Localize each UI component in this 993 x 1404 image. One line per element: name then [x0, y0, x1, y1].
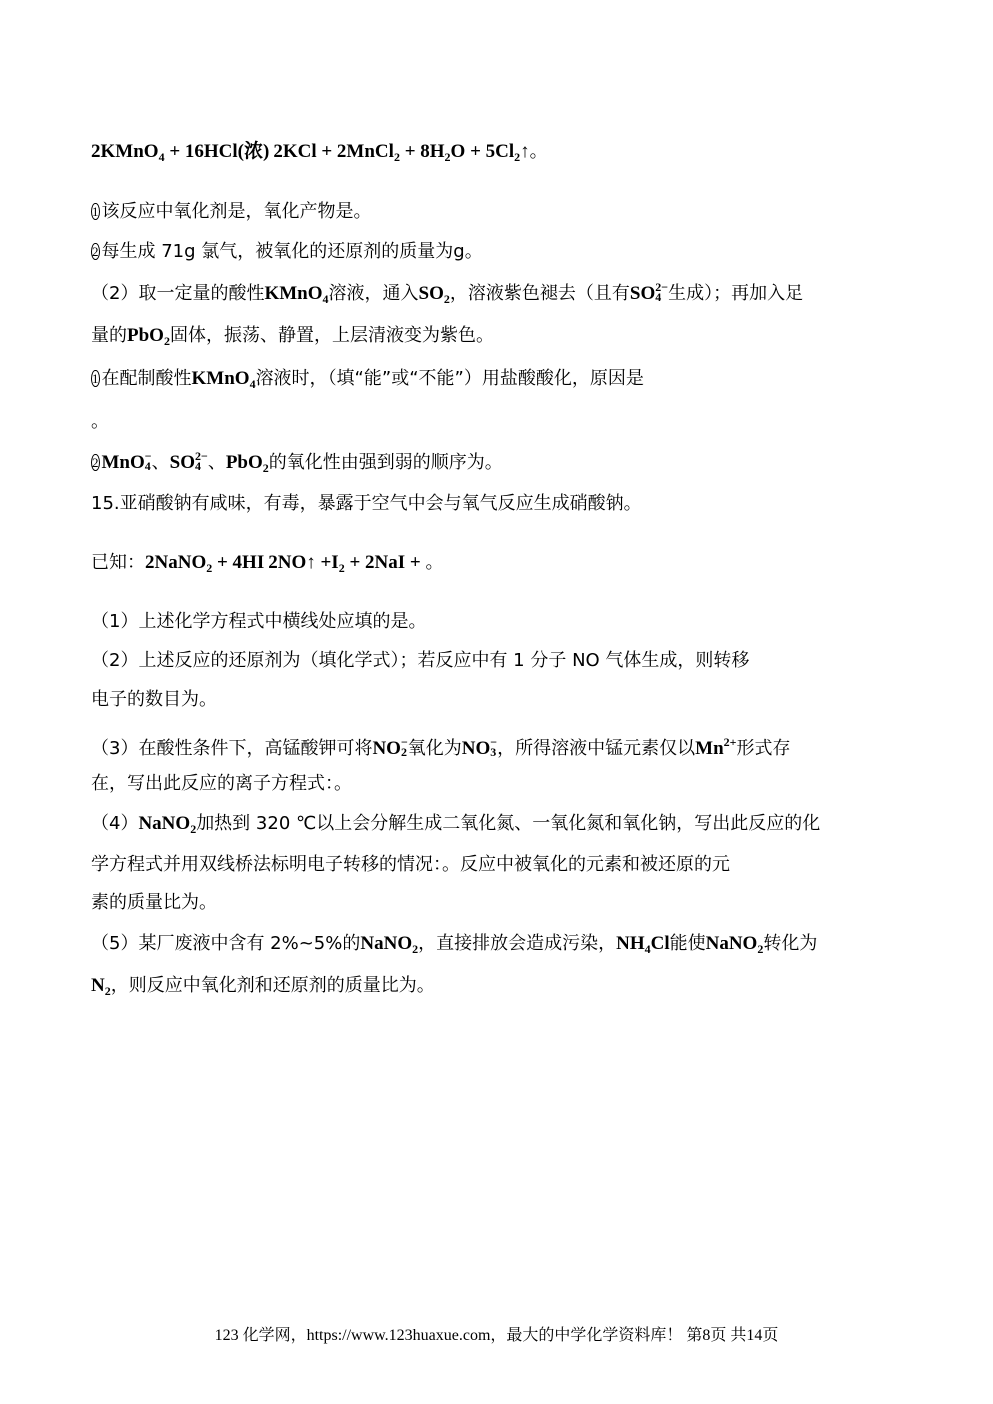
sub-question-4: （4）NaNO$_2$加热到 320 ℃以上会分解生成二氧化氮、一氧化氮和氧化钠，写出此反应的化 [91, 813, 821, 836]
circled-number: 1 [92, 204, 99, 219]
question-item-1: 1 该反应中氧化剂是，氧化产物是。 [92, 201, 372, 222]
circled-number: 1 [92, 371, 99, 386]
page-footer: 123 化学网，https://www.123huaxue.com，最大的中学化学资料库！ 第8页 共14页 [214, 1327, 779, 1344]
question-15-title: 15.亚硝酸钠有咸味，有毒，暴露于空气中会与氧气反应生成硝酸钠。 [91, 493, 642, 514]
sub-question-2-cont: 电子的数目为。 [91, 689, 217, 710]
sub-question-2: （2）上述反应的还原剂为（填化学式）；若反应中有 1 分子 NO 气体生成，则转移 [91, 650, 750, 671]
part-2-question-1: 1 在配制酸性KMnO$_4$溶液时，（填“能”或“不能”）用盐酸酸化，原因是 [92, 368, 644, 391]
part-2-line-2: 量的PbO$_2$固体，振荡、静置，上层清液变为紫色。 [91, 325, 494, 348]
sub-question-5-cont: $N_2$，则反应中氧化剂和还原剂的质量比为。 [91, 975, 435, 998]
part-2-question-2: 2 MnO − 4 、SO 2− 4 、PbO$_2$的氧化性由强到弱的顺序为。 [92, 449, 503, 475]
circled-number: 2 [92, 244, 99, 259]
sub-question-3: （3）在酸性条件下，高锰酸钾可将NO − 2 氧化为NO − 3 ，所得溶液中锰元素仅以$Mn^{2+}$形式存 [91, 735, 791, 759]
question-item-2: 2 每生成 71g 氯气，被氧化的还原剂的质量为g。 [92, 241, 483, 262]
equation-nano2-hi: 已知：2NaNO$_2$ + 4HI 2NO↑ $+I_2 + 2NaI$ + 。 [91, 552, 444, 575]
sub-question-4-cont: 学方程式并用双线桥法标明电子转移的情况：。反应中被氧化的元素和被还原的元 [91, 854, 730, 875]
part-2-line-1: （2）取一定量的酸性KMnO$_4$溶液，通入$SO_2$，溶液紫色褪去（且有SO 2− 4 生成）；再加入足 [91, 280, 804, 306]
part-2-question-1-cont: 。 [91, 411, 109, 432]
sub-question-1: （1）上述化学方程式中横线处应填的是。 [91, 611, 427, 632]
sub-question-3-cont: 在，写出此反应的离子方程式：。 [91, 773, 352, 794]
circled-number: 2 [92, 455, 99, 470]
equation-kmno4-hcl: 2KMnO$_4$ + 16HCl(浓) 2KCl + 2MnCl$_2$ + $8H_2O$ + $5Cl_2↑$。 [91, 141, 548, 164]
sub-question-4-cont2: 素的质量比为。 [91, 892, 217, 913]
sub-question-5: （5）某厂废液中含有 2%~5%的NaNO$_2$，直接排放会造成污染，$NH_4Cl$能使NaNO$_2$转化为 [91, 933, 818, 956]
